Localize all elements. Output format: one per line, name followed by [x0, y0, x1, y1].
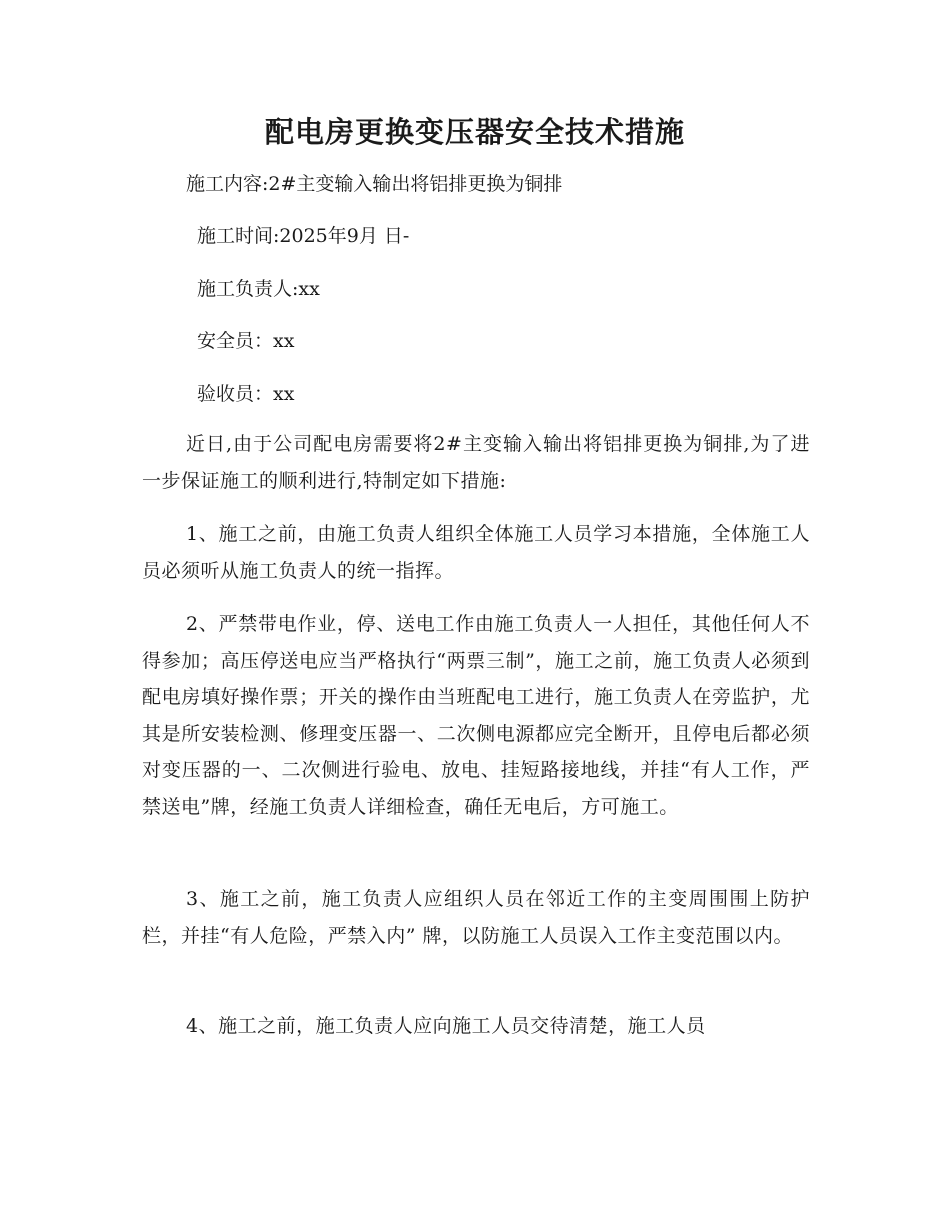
measure-paragraph-3: 3、施工之前，施工负责人应组织人员在邻近工作的主变周围围上防护栏，并挂“有人危险，严禁入内” 牌，以防施工人员误入工作主变范围以内。 — [142, 888, 810, 947]
document-title: 配电房更换变压器安全技术措施 — [264, 115, 685, 149]
safety-officer: 安全员：xx — [197, 330, 295, 352]
measure-paragraph-1: 1、施工之前，由施工负责人组织全体施工人员学习本措施，全体施工人员必须听从施工负责人的统一指挥。 — [142, 523, 810, 582]
intro-paragraph: 近日,由于公司配电房需要将2#主变输入输出将铝排更换为铜排,为了进一步保证施工的顺利进行,特制定如下措施: — [142, 433, 810, 492]
construction-content: 施工内容:2#主变输入输出将铝排更换为铜排 — [186, 173, 563, 195]
construction-time: 施工时间:2025年9月 日- — [197, 225, 410, 247]
measure-paragraph-2: 2、严禁带电作业，停、送电工作由施工负责人一人担任，其他任何人不得参加；高压停送电应当严格执行“两票三制”，施工之前，施工负责人必须到配电房填好操作票；开关的操作由当班配电工进行，施工负责人在旁监护，尤其是所安装检测、修理变压器一、二次侧电源都应完全断开，且停电后都必须对变压器的一、二次侧进行验电、放电、挂短路接地线，并挂“有人工作，严禁送电”牌，经施工负责人详细检查，确任无电后，方可施工。 — [142, 613, 810, 818]
inspector: 验收员：xx — [197, 383, 295, 405]
measure-paragraph-4: 4、施工之前，施工负责人应向施工人员交待清楚，施工人员 — [186, 1015, 706, 1037]
construction-leader: 施工负责人:xx — [197, 278, 320, 300]
